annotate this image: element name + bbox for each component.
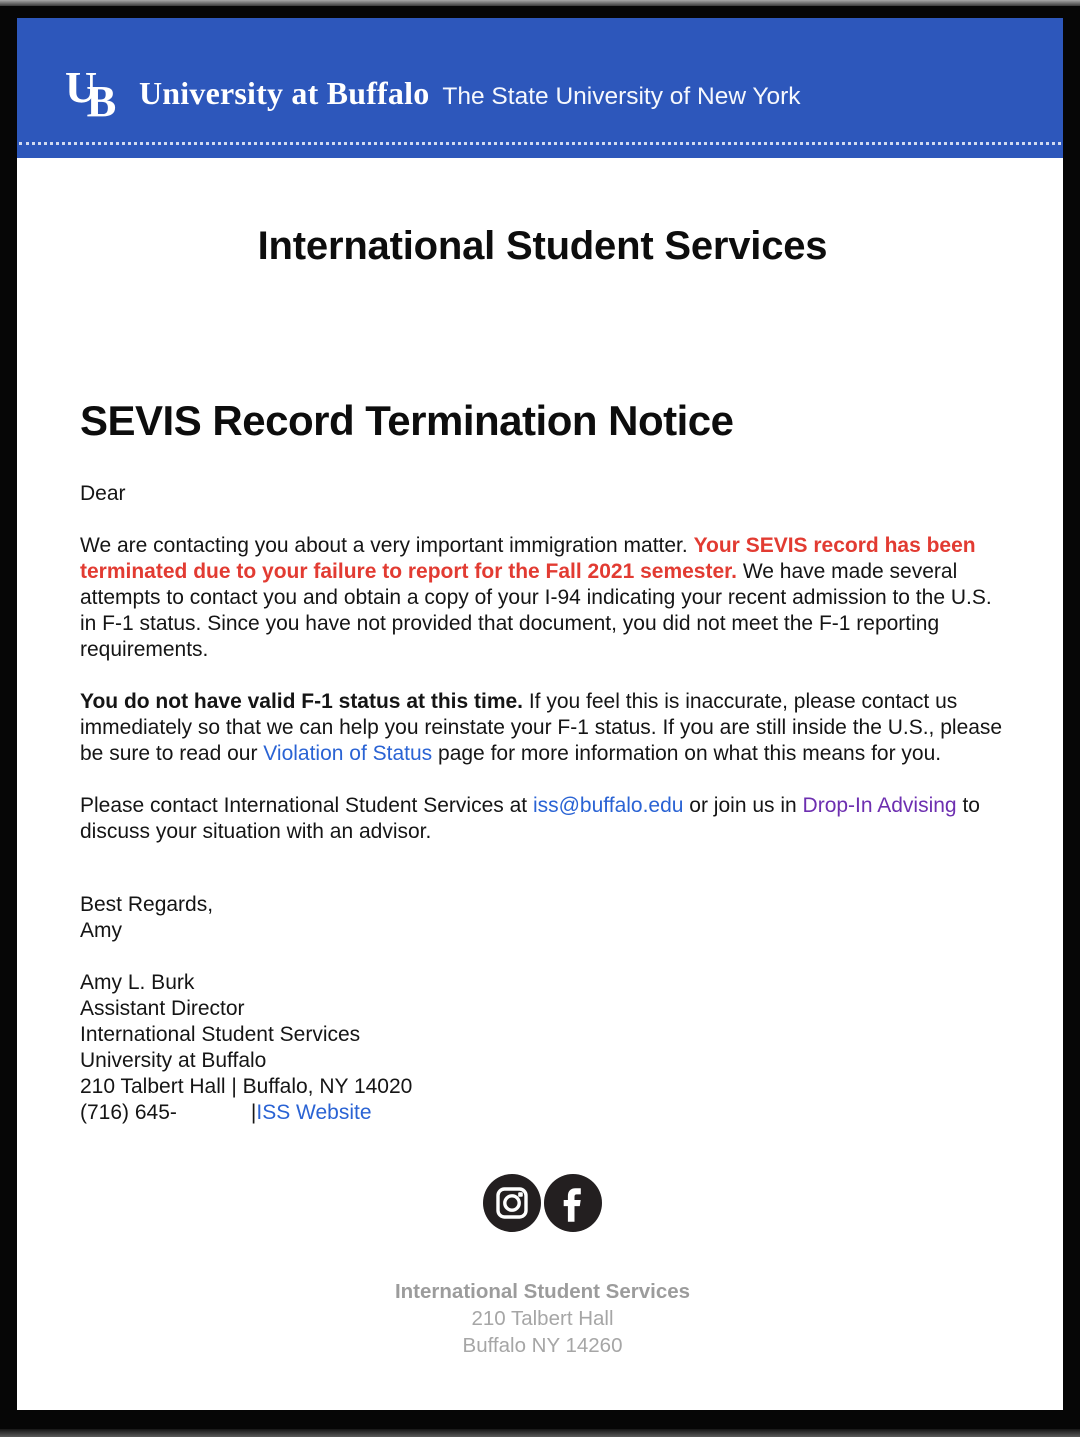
footer-org: International Student Services — [394, 1280, 691, 1303]
paragraph-contact — [80, 793, 1005, 845]
footer-address-line1: 210 Talbert Hall — [471, 1307, 614, 1330]
notice-title: SEVIS Record Termination Notice — [80, 397, 734, 444]
salutation: Dear — [80, 482, 126, 505]
paragraph-contact-lead: Please contact International Student Services at — [80, 794, 533, 817]
signer-address: 210 Talbert Hall | Buffalo, NY 14020 — [80, 1075, 413, 1098]
university-wordmark: University at Buffalo — [139, 74, 430, 111]
closing-text: Best Regards, — [80, 893, 214, 916]
social-icons-row — [80, 1174, 1005, 1232]
closing-first-name: Amy — [80, 919, 122, 942]
facebook-icon[interactable] — [544, 1174, 602, 1232]
paragraph-termination — [80, 533, 1005, 663]
signature-block — [80, 970, 1005, 1126]
signer-name: Amy L. Burk — [80, 971, 195, 994]
paragraph-termination-lead: We are contacting you about a very important immigration matter. — [80, 534, 694, 557]
svg-text:U: U — [65, 65, 98, 113]
iss-email-link[interactable]: iss@buffalo.edu — [532, 794, 684, 817]
university-banner — [17, 18, 1063, 158]
svg-text:B: B — [86, 75, 117, 121]
iss-website-link[interactable]: ISS Website — [256, 1101, 372, 1124]
violation-of-status-link[interactable]: Violation of Status — [263, 742, 433, 765]
department-title: International Student Services — [257, 224, 828, 268]
paragraph-status — [80, 689, 1005, 767]
university-logo — [65, 65, 801, 121]
pipe-separator: | — [250, 1101, 257, 1124]
email-page — [17, 18, 1063, 1410]
email-body — [17, 224, 1063, 1359]
footer-address-line2: Buffalo NY 14260 — [462, 1334, 623, 1357]
dotted-divider — [19, 142, 1061, 145]
no-valid-status-text: You do not have valid F-1 status at this time. — [80, 690, 524, 713]
signer-department: International Student Services — [80, 1023, 361, 1046]
signer-university: University at Buffalo — [80, 1049, 267, 1072]
university-tagline: The State University of New York — [442, 82, 801, 110]
email-footer — [80, 1278, 1005, 1359]
signer-title: Assistant Director — [80, 997, 245, 1020]
signer-phone: (716) 645- — [80, 1101, 177, 1124]
termination-alert-text: Your SEVIS record has been terminated due to your failure to report for the Fall 2021 semester. — [80, 534, 976, 583]
paragraph-status-mid: If you feel this is inaccurate, please contact us immediately so that we can help you reinstate your F-1 status. If you are still inside the U.S., please be sure to read our — [80, 690, 1003, 765]
paragraph-status-rest: page for more information on what this means for you. — [432, 742, 942, 765]
drop-in-advising-link[interactable]: Drop-In Advising — [802, 794, 957, 817]
paragraph-termination-rest: We have made several attempts to contact you and obtain a copy of your I-94 indicating your recent admission to the U.S. in F-1 status. Since you have not provided that document, you did not meet the F-1 reporting requirements. — [80, 560, 992, 661]
signature-closing — [80, 892, 1005, 944]
paragraph-contact-mid: or join us in — [683, 794, 803, 817]
ub-interlock-logo-icon — [65, 65, 129, 121]
paragraph-contact-rest: to discuss your situation with an advisor. — [80, 794, 980, 843]
instagram-icon[interactable] — [483, 1174, 541, 1232]
